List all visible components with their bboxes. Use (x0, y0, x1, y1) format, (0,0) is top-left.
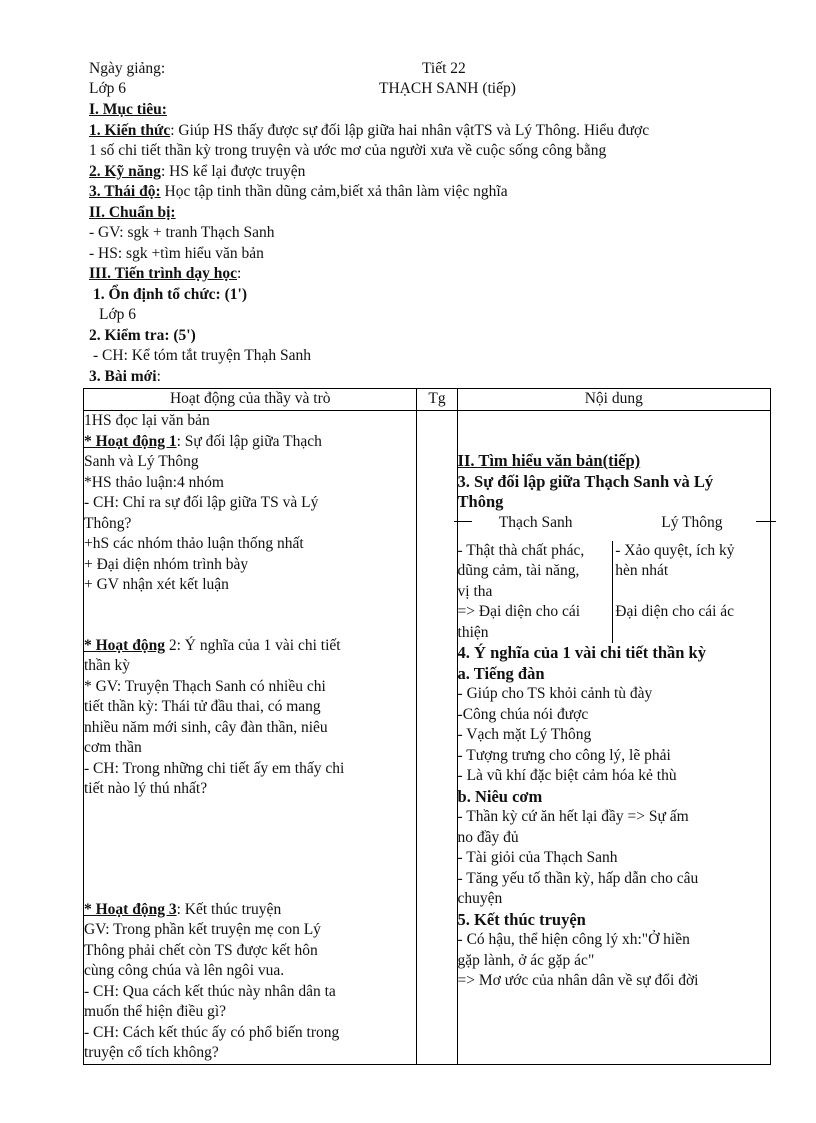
check-question: - CH: Kể tóm tắt truyện Thạh Sanh (93, 347, 311, 364)
content-line: - Vạch mặt Lý Thông (457, 726, 592, 743)
content-line: chuyện (457, 890, 503, 907)
trait-line: - Thật thà chất phác, (457, 541, 585, 559)
activity-line: - CH: Cách kết thúc ấy có phổ biến trong (84, 1023, 340, 1041)
subsection-a-heading: a. Tiếng đàn (457, 663, 545, 683)
activity-line: - CH: Trong những chi tiết ấy em thấy chi (84, 759, 345, 777)
thach-sanh-traits (454, 541, 613, 644)
process-heading (89, 264, 771, 285)
content-cell (457, 411, 770, 1065)
trait-line: => Đại diện cho cái (457, 603, 581, 620)
skill-text: : HS kể lại được truyện (160, 162, 306, 180)
knowledge-text: : Giúp HS thấy được sự đối lập giữa hai nhân vậtTS và Lý Thông. Hiểu được (170, 121, 650, 139)
activity-3-label: * Hoạt động 3 (84, 900, 177, 918)
process-heading-text: III. Tiến trình dạy học (89, 265, 238, 282)
attitude-text: Học tập tinh thần dũng cảm,biết xả thân làm việc nghĩa (160, 183, 508, 200)
trait-line: Đại diện cho cái ác (615, 602, 735, 620)
activity-line: - CH: Qua cách kết thúc này nhân dân ta (84, 982, 336, 1000)
activity-line: Thông? (84, 514, 132, 532)
activity-line: tiết thần kỳ: Thái tử đầu thai, có mang (84, 698, 321, 715)
skill-objective (89, 162, 771, 183)
activity-line: +hS các nhóm thảo luận thống nhất (84, 535, 304, 552)
document-page (89, 59, 771, 387)
activities-cell (84, 411, 417, 1065)
activity-2-label: * Hoạt động (84, 636, 165, 654)
column-ly-thong: Lý Thông (661, 513, 723, 531)
new-lesson-step (89, 367, 771, 388)
header-content: Nội dung (457, 389, 770, 411)
section-5-heading: 5. Kết thúc truyện (457, 909, 586, 929)
content-line: gặp lành, ở ác gặp ác" (457, 951, 595, 969)
lesson-table (83, 388, 771, 1065)
content-line: - Tăng yếu tố thần kỳ, hấp dẫn cho câu (457, 869, 699, 887)
trait-line: hèn nhát (615, 562, 669, 579)
section-3-heading-cont: Thông (457, 492, 504, 511)
activity-line: GV: Trong phần kết truyện mẹ con Lý (84, 921, 321, 938)
activity-1-text: : Sự đối lập giữa Thạch (176, 432, 322, 450)
section-4-heading: 4. Ý nghĩa của 1 vài chi tiết thần kỳ (457, 643, 706, 662)
organization-step: 1. Ổn định tổ chức: (1') (93, 285, 247, 303)
skill-label: 2. Kỹ năng (89, 162, 161, 180)
preparation-student: - HS: sgk +tìm hiểu văn bản (89, 244, 264, 262)
content-line: => Mơ ước của nhân dân về sự đổi đời (457, 972, 699, 989)
process-heading-colon: : (237, 265, 242, 282)
table-header-row (84, 389, 771, 411)
activity-line: tiết nào lý thú nhất? (84, 780, 208, 797)
content-line: - Là vũ khí đặc biệt cảm hóa kẻ thù (457, 767, 677, 784)
content-line: - Giúp cho TS khỏi cảnh tù đày (457, 685, 653, 702)
preparation-teacher: - GV: sgk + tranh Thạch Sanh (89, 224, 275, 241)
time-cell (417, 411, 457, 1065)
activity-line: Sanh và Lý Thông (84, 453, 199, 470)
activity-1-label: * Hoạt động 1 (84, 432, 177, 450)
spacer (458, 411, 770, 451)
preparation-heading: II. Chuẩn bị: (89, 203, 176, 221)
new-lesson-colon: : (156, 367, 161, 385)
new-lesson-text: 3. Bài mới (89, 367, 157, 385)
activity-line: nhiều năm mới sinh, cây đàn thần, niêu (84, 718, 328, 736)
comparison-body (454, 541, 770, 644)
spacer (458, 992, 770, 1062)
content-line: -Công chúa nói được (457, 705, 589, 723)
activity-3-title (84, 900, 416, 921)
divider (454, 521, 472, 522)
spacer (84, 596, 416, 636)
activity-line: *HS thảo luận:4 nhóm (84, 473, 224, 491)
content-line: - Tượng trưng cho công lý, lẽ phải (457, 746, 671, 764)
divider (756, 521, 776, 522)
activity-line: + Đại diện nhóm trình bày (84, 555, 249, 573)
spacer (84, 800, 416, 900)
spacer (615, 582, 770, 602)
comparison-header (458, 513, 770, 537)
ly-thong-traits (612, 541, 770, 644)
activity-line: + GV nhận xét kết luận (84, 576, 229, 593)
knowledge-objective (89, 121, 771, 142)
attitude-objective (89, 182, 771, 203)
trait-line: thiện (457, 623, 489, 641)
section-2-heading: II. Tìm hiểu văn bản(tiếp) (457, 451, 641, 470)
activity-3-text: : Kết thúc truyện (176, 900, 282, 918)
check-step: 2. Kiểm tra: (5') (89, 326, 196, 344)
activity-line: muốn thể hiện điều gì? (84, 1003, 227, 1020)
lesson-title: THẠCH SANH (tiếp) (379, 80, 516, 97)
class-name: Lớp 6 (99, 306, 137, 323)
activity-line: cơm thần (84, 739, 142, 756)
content-line: - Có hậu, thể hiện công lý xh:"Ở hiền (457, 931, 690, 948)
content-line: no đầy đủ (457, 828, 519, 846)
section-3-heading: 3. Sự đối lập giữa Thạch Sanh và Lý (457, 471, 714, 491)
objectives-heading: I. Mục tiêu: (89, 101, 167, 118)
knowledge-text-cont: 1 số chi tiết thần kỳ trong truyện và ước mơ của người xưa về cuộc sống công bằng (89, 142, 607, 159)
activity-line: Thông phải chết còn TS được kết hôn (84, 941, 318, 959)
trait-line: - Xảo quyệt, ích kỷ (615, 541, 735, 559)
activity-2-text: 2: Ý nghĩa của 1 vài chi tiết (164, 636, 341, 654)
attitude-label: 3. Thái độ: (89, 183, 161, 200)
content-line: - Tài giỏi của Thạch Sanh (457, 849, 618, 866)
header-activities: Hoạt động của thầy và trò (84, 389, 417, 411)
activity-line: - CH: Chỉ ra sự đối lập giữa TS và Lý (84, 494, 319, 511)
trait-line: dũng cảm, tài năng, (457, 562, 580, 579)
header-time: Tg (417, 389, 457, 411)
knowledge-label: 1. Kiến thức (89, 121, 171, 139)
class-label: Lớp 6 (89, 80, 127, 97)
activity-1-title (84, 432, 416, 453)
activity-line: cùng công chúa và lên ngôi vua. (84, 962, 285, 979)
subsection-b-heading: b. Niêu cơm (457, 786, 543, 806)
content-line: - Thần kỳ cứ ăn hết lại đầy => Sự ấm (457, 808, 689, 825)
lesson-header (89, 59, 771, 100)
trait-line: vị tha (457, 582, 493, 600)
table-body-row (84, 411, 771, 1065)
activity-line: thần kỳ (84, 657, 131, 674)
activity-line: * GV: Truyện Thạch Sanh có nhiều chi (84, 677, 326, 695)
activity-line: truyện cổ tích không? (84, 1044, 219, 1061)
column-thach-sanh: Thạch Sanh (498, 513, 573, 531)
period-number: Tiết 22 (422, 60, 466, 77)
activity-line: 1HS đọc lại văn bản (84, 412, 210, 429)
activity-2-title (84, 636, 416, 657)
teaching-date-label: Ngày giảng: (89, 60, 166, 77)
